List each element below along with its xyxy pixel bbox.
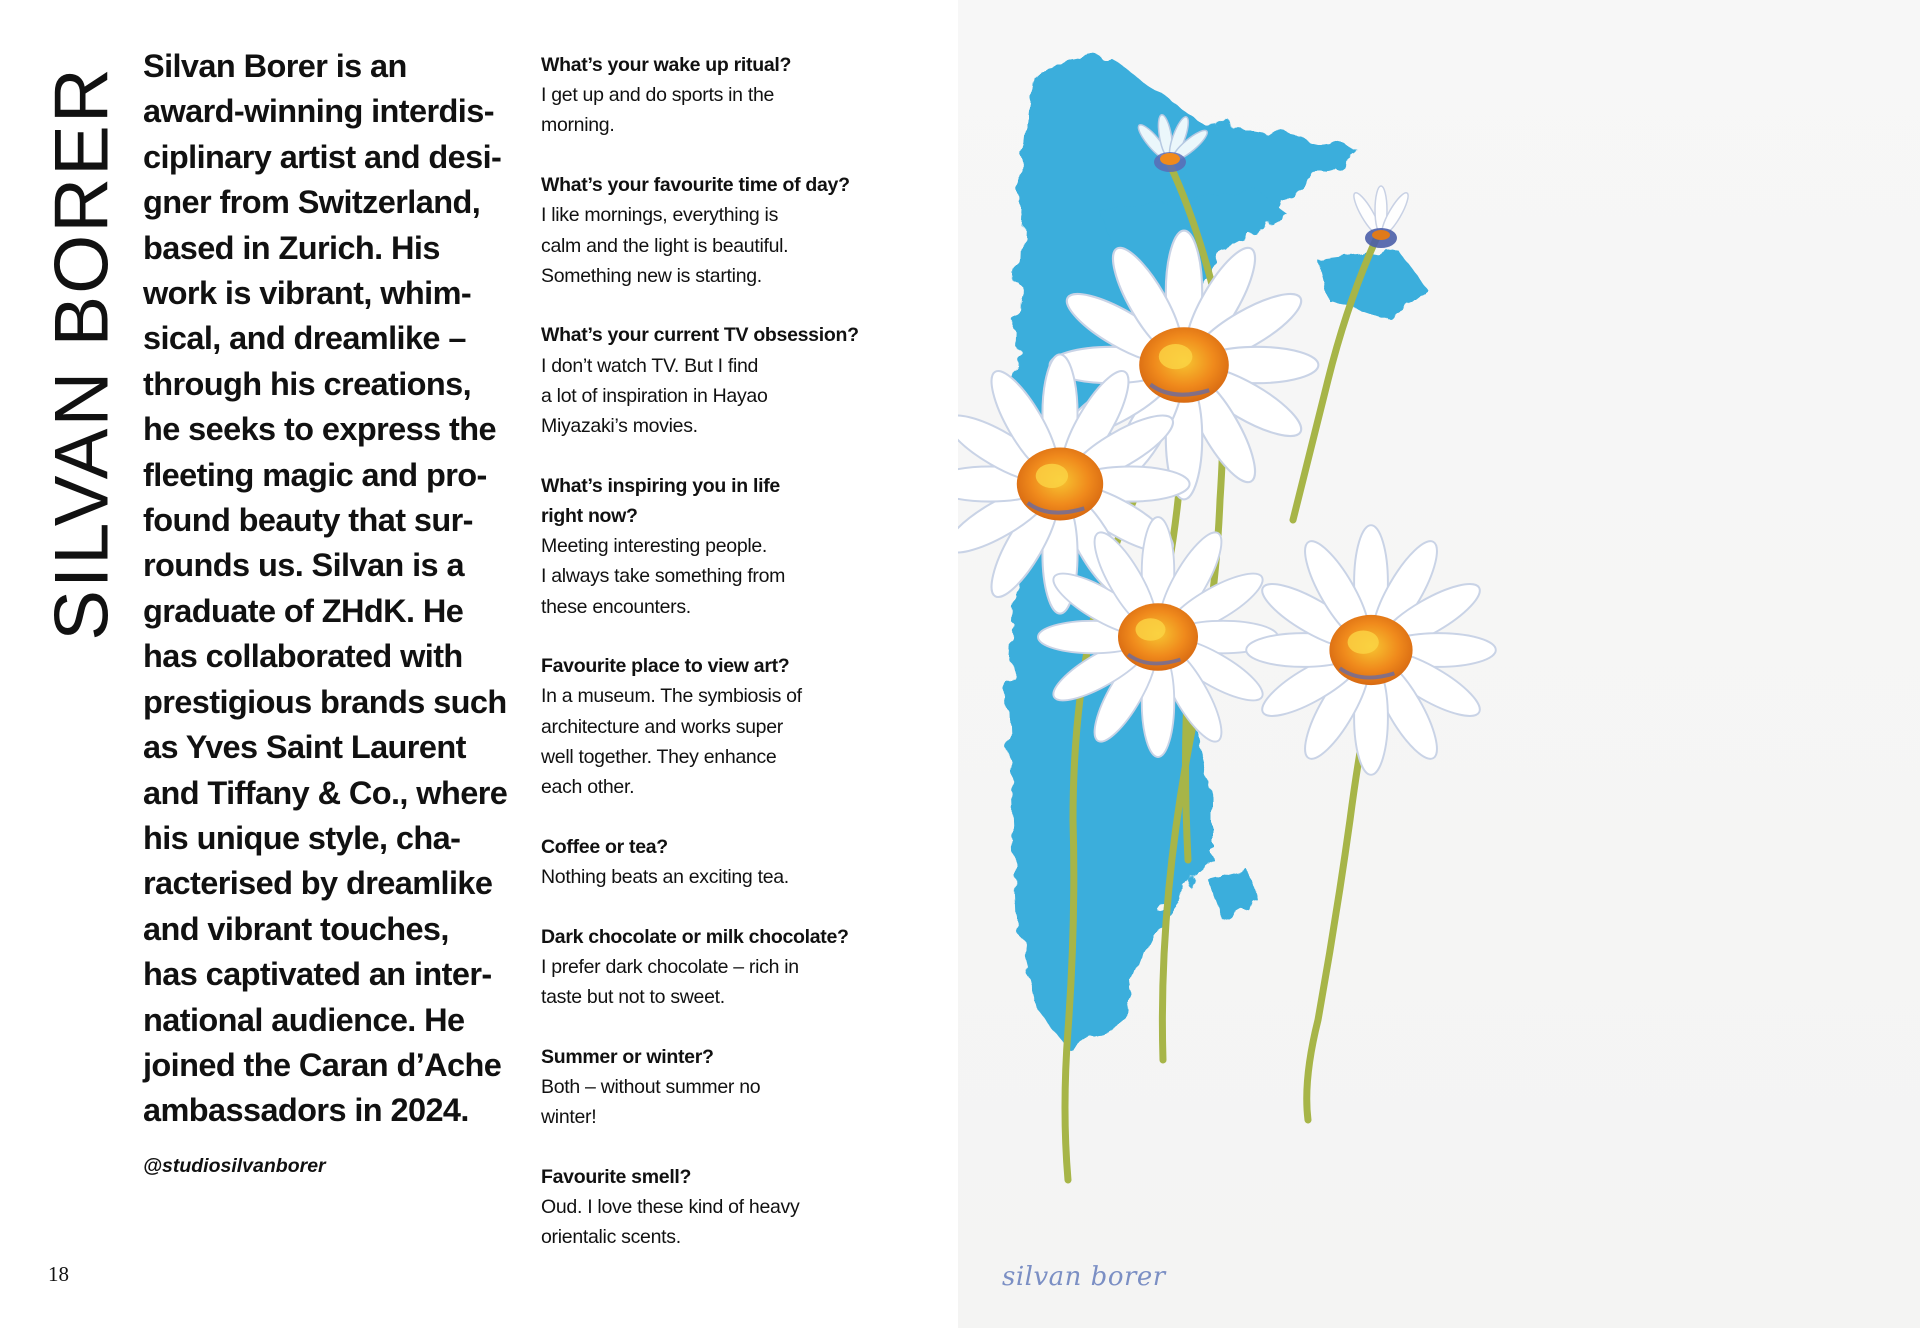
artist-name-title: SILVAN BORER bbox=[39, 65, 125, 641]
daisy-painting bbox=[958, 0, 1920, 1328]
bio-line: through his creations, bbox=[143, 365, 472, 402]
left-page bbox=[0, 0, 958, 1328]
bio-line: graduate of ZHdK. He bbox=[143, 592, 464, 629]
qa-answer bbox=[541, 862, 871, 892]
qa-answer-line: architecture and works super bbox=[541, 715, 783, 738]
bio-line: ambassadors in 2024. bbox=[143, 1092, 469, 1129]
bio-line: work is vibrant, whim- bbox=[143, 275, 472, 312]
qa-item bbox=[541, 50, 871, 141]
qa-answer bbox=[541, 952, 871, 1012]
bio-line: based in Zurich. His bbox=[143, 229, 440, 266]
bio-line: rounds us. Silvan is a bbox=[143, 547, 464, 584]
qa-answer-line: Oud. I love these kind of heavy bbox=[541, 1196, 800, 1219]
qa-list bbox=[541, 50, 871, 1282]
bio-line: has collaborated with bbox=[143, 638, 463, 675]
vertical-title bbox=[39, 65, 125, 641]
qa-answer-line: In a museum. The symbiosis of bbox=[541, 685, 802, 708]
qa-answer-line: morning. bbox=[541, 114, 615, 137]
bio-line: his unique style, cha- bbox=[143, 819, 461, 856]
bio-line: prestigious brands such bbox=[143, 683, 507, 720]
qa-answer bbox=[541, 200, 871, 291]
qa-answer-line: Both – without summer no bbox=[541, 1075, 761, 1098]
qa-item bbox=[541, 170, 871, 291]
qa-question: Coffee or tea? bbox=[541, 835, 668, 858]
right-page bbox=[958, 0, 1920, 1328]
daisy-flower-right bbox=[1246, 525, 1496, 775]
qa-question: What’s inspiring you in life bbox=[541, 474, 780, 497]
bio-line: and vibrant touches, bbox=[143, 910, 449, 947]
bio-line: national audience. He bbox=[143, 1001, 465, 1038]
qa-answer-line: I like mornings, everything is bbox=[541, 204, 779, 227]
bio-paragraph bbox=[143, 44, 515, 1134]
qa-answer-line: calm and the light is beautiful. bbox=[541, 234, 789, 257]
qa-question: right now? bbox=[541, 504, 638, 527]
bio-line: joined the Caran d’Ache bbox=[143, 1046, 502, 1083]
qa-answer-line: taste but not to sweet. bbox=[541, 986, 725, 1009]
bio-line: and Tiffany & Co., where bbox=[143, 774, 508, 811]
qa-question: What’s your wake up ritual? bbox=[541, 54, 792, 76]
qa-answer bbox=[541, 80, 871, 140]
qa-answer-line: Meeting interesting people. bbox=[541, 535, 768, 558]
bio-line: has captivated an inter- bbox=[143, 956, 492, 993]
qa-answer-line: I always take something from bbox=[541, 565, 786, 588]
qa-answer-line: Something new is starting. bbox=[541, 264, 762, 287]
bio-line: gner from Switzerland, bbox=[143, 184, 481, 221]
qa-answer bbox=[541, 351, 871, 442]
qa-question: Favourite place to view art? bbox=[541, 655, 790, 678]
qa-answer-line: a lot of inspiration in Hayao bbox=[541, 384, 768, 407]
bio-line: as Yves Saint Laurent bbox=[143, 729, 466, 766]
bio-lines bbox=[143, 44, 515, 1134]
qa-question: Dark chocolate or milk chocolate? bbox=[541, 925, 849, 948]
bio-line: found beauty that sur- bbox=[143, 502, 473, 539]
qa-answer-line: each other. bbox=[541, 776, 635, 799]
right-bud-flower bbox=[1350, 186, 1412, 248]
qa-question: Summer or winter? bbox=[541, 1045, 714, 1068]
bio-line: ciplinary artist and desi- bbox=[143, 138, 502, 175]
artist-signature: silvan borer bbox=[1002, 1262, 1166, 1292]
qa-answer-line: I get up and do sports in the bbox=[541, 84, 775, 107]
qa-item bbox=[541, 1042, 871, 1133]
qa-answer bbox=[541, 1192, 871, 1252]
qa-item bbox=[541, 922, 871, 1013]
bio-line: fleeting magic and pro- bbox=[143, 456, 487, 493]
qa-question: What’s your favourite time of day? bbox=[541, 174, 850, 197]
qa-answer-line: these encounters. bbox=[541, 595, 691, 618]
qa-answer bbox=[541, 681, 871, 802]
qa-item bbox=[541, 832, 871, 892]
qa-item bbox=[541, 1162, 871, 1253]
bio-line: Silvan Borer is an bbox=[143, 48, 407, 84]
bio-line: sical, and dreamlike – bbox=[143, 320, 466, 357]
instagram-handle: @studiosilvanborer bbox=[143, 1155, 326, 1177]
qa-answer-line: Miyazaki’s movies. bbox=[541, 415, 698, 438]
bio-line: racterised by dreamlike bbox=[143, 865, 493, 902]
qa-answer-line: winter! bbox=[541, 1106, 597, 1129]
qa-question: Favourite smell? bbox=[541, 1165, 692, 1188]
qa-answer-line: I don’t watch TV. But I find bbox=[541, 354, 759, 377]
bio-line: award-winning interdis- bbox=[143, 93, 494, 130]
qa-answer bbox=[541, 531, 871, 622]
qa-answer bbox=[541, 1072, 871, 1132]
qa-answer-line: Nothing beats an exciting tea. bbox=[541, 865, 789, 888]
qa-item bbox=[541, 471, 871, 622]
qa-item bbox=[541, 651, 871, 802]
bio-line: he seeks to express the bbox=[143, 411, 496, 448]
qa-item bbox=[541, 320, 871, 441]
qa-answer-line: orientalic scents. bbox=[541, 1226, 681, 1249]
qa-answer-line: I prefer dark chocolate – rich in bbox=[541, 955, 799, 978]
qa-answer-line: well together. They enhance bbox=[541, 745, 777, 768]
page-number: 18 bbox=[48, 1262, 69, 1286]
qa-question: What’s your current TV obsession? bbox=[541, 324, 859, 347]
